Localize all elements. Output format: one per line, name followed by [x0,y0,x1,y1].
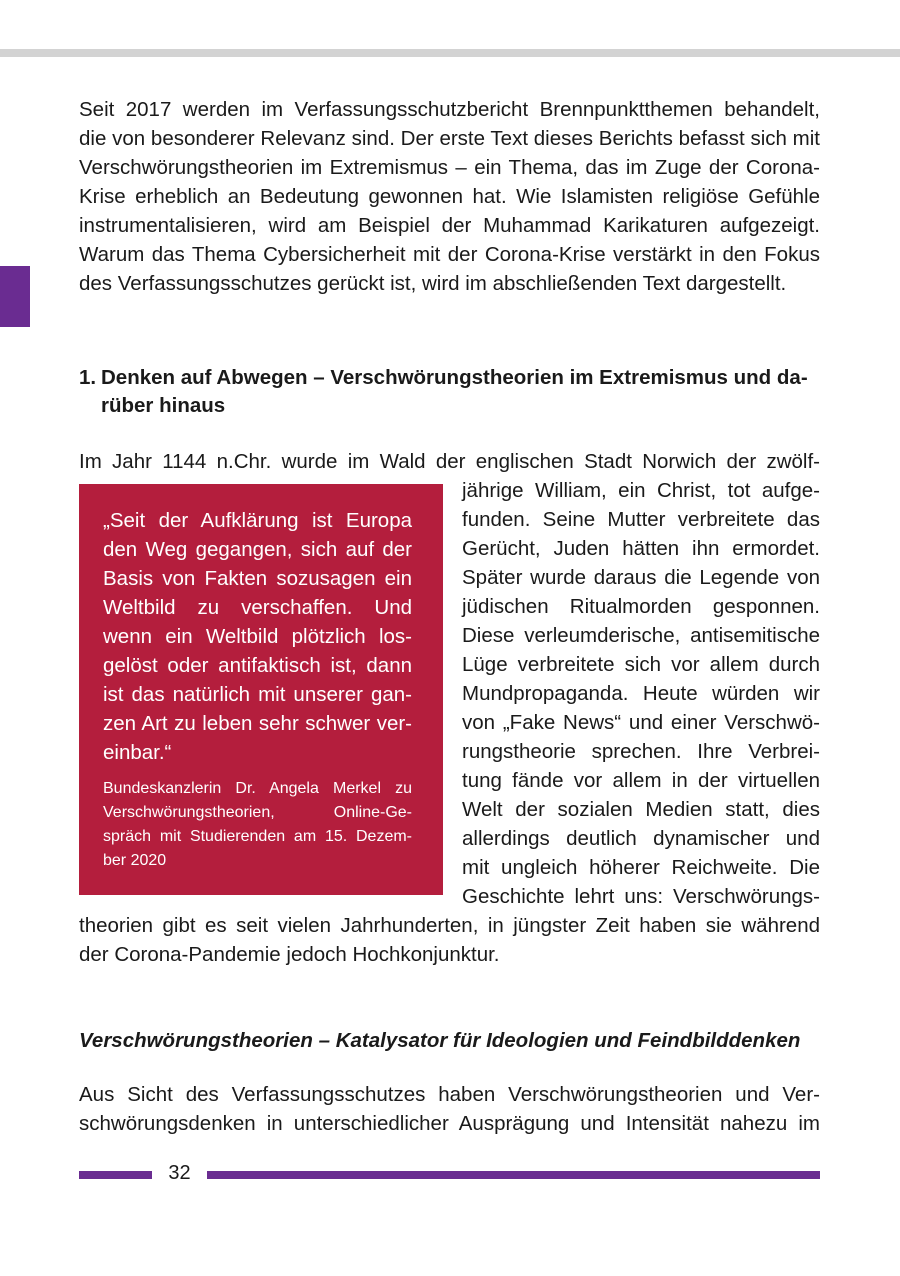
quote-line: den Weg gegangen, sich auf der [103,538,412,561]
intro-line: des Verfassungsschutzes gerückt ist, wird im abschließenden Text dargestellt. [79,272,787,295]
body-line: der Corona-Pandemie jedoch Hochkonjunktur. [79,943,500,966]
body-line: schwörungsdenken in unterschiedlicher Ausprägung und Intensität nahezu im [79,1112,820,1135]
body-line: rungstheorie sprechen. Ihre Verbrei- [462,740,820,763]
quote-source-line: spräch mit Studierenden am 15. Dezem- [103,828,412,845]
intro-line: Warum das Thema Cybersicherheit mit der Corona-Krise verstärkt in den Fokus [79,243,820,266]
quote-source-line: Bundeskanzlerin Dr. Angela Merkel zu [103,780,412,797]
section-heading-line: rüber hinaus [101,394,226,417]
footer-rule-right [207,1171,820,1179]
quote-line: Weltbild zu verschaffen. Und [103,596,412,619]
body-line: tung fände vor allem in der virtuellen [462,769,820,792]
intro-line: Seit 2017 werden im Verfassungsschutzbericht Brennpunktthemen behandelt, [79,98,820,121]
footer-rule-left [79,1171,152,1179]
body-line: Mundpropaganda. Heute würden wir [462,682,820,705]
body-line: Aus Sicht des Verfassungsschutzes haben Verschwörungstheorien und Ver- [79,1083,820,1106]
body-line: Im Jahr 1144 n.Chr. wurde im Wald der englischen Stadt Norwich der zwölf- [79,450,820,473]
intro-line: instrumentalisieren, wird am Beispiel der Muhammad Karikaturen aufgezeigt. [79,214,820,237]
quote-line: einbar.“ [103,741,172,764]
body-line: mit ungleich höherer Reichweite. Die [462,856,820,879]
body-line: jüdischen Ritualmorden gesponnen. [462,595,820,618]
intro-line: die von besonderer Relevanz sind. Der erste Text dieses Berichts befasst sich mit [79,127,820,150]
chapter-side-tab [0,266,30,327]
section-heading-line: Denken auf Abwegen – Verschwörungstheorien im Extremismus und da- [101,366,808,389]
body-line: jährige William, ein Christ, tot aufge- [462,479,820,502]
quote-line: wenn ein Weltbild plötzlich los- [103,625,412,648]
body-line: allerdings deutlich dynamischer und [462,827,820,850]
intro-paragraph [79,95,820,298]
intro-line: Verschwörungstheorien im Extremismus – ein Thema, das im Zuge der Corona- [79,156,820,179]
body-line: von „Fake News“ und einer Verschwö- [462,711,820,734]
quote-line: ist das natürlich mit unserer gan- [103,683,412,706]
body-line: Geschichte lehrt uns: Verschwörungs- [462,885,820,908]
body-line: funden. Seine Mutter verbreitete das [462,508,820,531]
top-rule [0,49,900,57]
body-line: Diese verleumderische, antisemitische [462,624,820,647]
quote-box [79,484,443,895]
section-number: 1. [79,366,97,389]
body-line: Gerücht, Juden hätten ihn ermordet. [462,537,820,560]
section-heading [79,364,820,420]
quote-line: gelöst oder antifaktisch ist, dann [103,654,412,677]
page-number: 32 [168,1162,191,1184]
body-line: theorien gibt es seit vielen Jahrhunderten, in jüngster Zeit haben sie während [79,914,820,937]
subsection-heading: Verschwörungstheorien – Katalysator für Ideologien und Feindbilddenken [79,1029,801,1052]
body-line: Welt der sozialen Medien statt, dies [462,798,820,821]
intro-line: Krise erheblich an Bedeutung gewonnen hat. Wie Islamisten religiöse Gefühle [79,185,820,208]
quote-source-line: ber 2020 [103,852,167,869]
body-line: Lüge verbreitete sich vor allem durch [462,653,820,676]
quote-line: zen Art zu leben sehr schwer ver- [103,712,412,735]
quote-line: „Seit der Aufklärung ist Europa [103,509,412,532]
quote-line: Basis von Fakten sozusagen ein [103,567,412,590]
quote-source-line: Verschwörungstheorien, Online-Ge- [103,804,412,821]
body-line: Später wurde daraus die Legende von [462,566,820,589]
